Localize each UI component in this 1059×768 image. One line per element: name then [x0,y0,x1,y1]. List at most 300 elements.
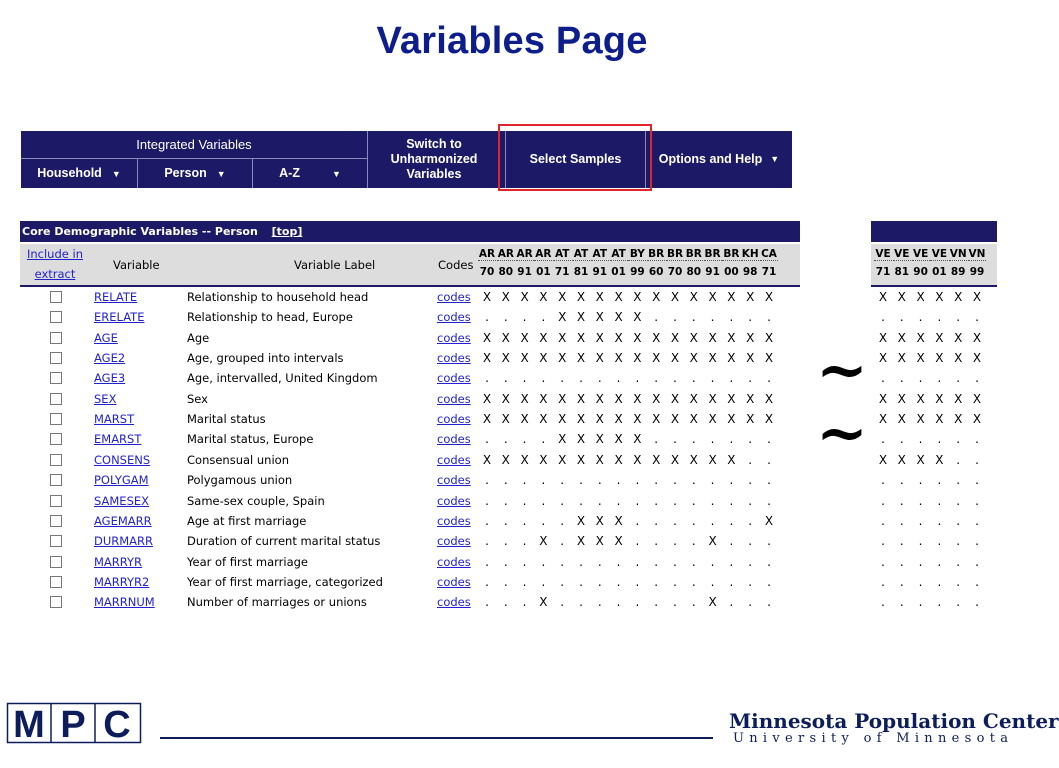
availability-mark: X [595,412,604,427]
availability-mark: X [501,290,510,304]
availability-mark: X [614,513,623,528]
unavailable-mark: . [579,554,583,569]
unavailable-mark: . [975,452,979,467]
sample-country-code: BR [704,248,721,260]
svg-text:C: C [103,704,131,746]
select-samples-label: Select Samples [529,152,622,166]
unavailable-mark: . [881,595,885,610]
unavailable-mark: . [975,513,979,528]
unavailable-mark: . [956,574,961,589]
variable-label: Age, intervalled, United Kingdom [187,371,378,386]
variable-label: Age [187,330,210,345]
include-checkbox[interactable] [50,332,62,344]
variable-label: Consensual union [187,452,289,467]
availability-mark: X [897,351,906,366]
unavailable-mark: . [673,513,677,528]
variable-name-cell [94,348,125,368]
sample-year-code: 00 [724,266,739,278]
unavailable-mark: . [729,493,734,508]
unavailable-mark: . [937,513,942,528]
a-z-dropdown-label: A-Z [279,166,300,180]
availability-mark: X [652,290,661,304]
unavailable-mark: . [691,493,696,508]
unavailable-mark: . [956,513,961,528]
availability-mark: X [633,432,642,447]
unavailable-mark: . [710,574,715,589]
variable-name-cell [94,307,144,327]
unavailable-mark: . [691,554,696,569]
codes-cell [437,389,471,409]
table-row [0,592,1024,612]
variable-label: Sex [187,391,208,406]
availability-mark: X [520,330,529,345]
availability-mark: X [764,351,774,366]
availability-mark: X [652,452,661,467]
codes-link[interactable]: codes [437,595,471,610]
include-checkbox[interactable] [50,535,62,547]
variable-link[interactable]: AGE2 [94,351,126,366]
unavailable-mark: . [541,310,546,325]
unavailable-mark: . [729,534,734,549]
unavailable-mark: . [767,473,771,488]
unavailable-mark: . [597,473,602,488]
availability-mark: X [501,351,510,366]
availability-mark: X [708,534,717,549]
variable-link[interactable]: AGE3 [94,371,126,386]
unavailable-mark: . [975,473,979,488]
variable-name-cell [94,470,149,490]
unavailable-mark: . [956,534,961,549]
include-checkbox[interactable] [50,433,62,445]
codes-link[interactable]: codes [437,290,471,304]
codes-link[interactable]: codes [437,452,471,467]
include-header-line1: Include in [26,247,83,261]
availability-mark: X [595,513,604,528]
sample-country-code: BR [666,248,684,260]
availability-mark: X [614,351,623,366]
availability-mark: X [954,391,963,406]
unavailable-mark: . [729,473,734,488]
unavailable-mark: . [579,473,583,488]
variable-link[interactable]: POLYGAM [94,473,149,488]
variable-name-cell [94,328,118,348]
availability-mark: X [595,330,604,345]
unavailable-mark: . [899,513,904,528]
unavailable-mark: . [616,595,621,610]
unavailable-mark: . [522,554,527,569]
unavailable-mark: . [956,493,961,508]
unavailable-mark: . [729,371,734,386]
unavailable-mark: . [635,554,640,569]
availability-mark: X [972,351,982,366]
unavailable-mark: . [956,595,961,610]
sample-year-code: 91 [517,266,532,278]
codes-cell [437,368,471,388]
unavailable-mark: . [485,493,489,508]
unavailable-mark: . [975,432,979,447]
unavailable-mark: . [956,473,961,488]
unavailable-mark: . [522,595,527,610]
unavailable-mark: . [654,513,659,528]
mpc-logo [7,703,141,746]
availability-mark: X [614,310,623,325]
unavailable-mark: . [710,554,715,569]
unavailable-mark: . [485,432,489,447]
availability-mark: X [501,391,510,406]
unavailable-mark: . [710,310,715,325]
availability-mark: X [708,595,717,610]
sample-country-code: BR [723,248,740,260]
unavailable-mark: . [918,554,923,569]
unavailable-mark: . [635,534,640,549]
availability-mark: X [539,452,548,467]
include-checkbox[interactable] [50,495,62,507]
unavailable-mark: . [485,595,489,610]
availability-mark: X [972,391,982,406]
availability-mark: X [576,330,586,345]
include-checkbox[interactable] [50,454,62,466]
sample-year-code: 91 [592,266,608,278]
codes-link[interactable]: codes [437,554,471,569]
sample-year-code: 89 [950,266,966,278]
unavailable-mark: . [729,310,734,325]
availability-mark: X [746,412,755,427]
variable-link[interactable]: EMARST [94,432,142,447]
unavailable-mark: . [937,310,942,325]
a-z-dropdown[interactable] [253,159,367,188]
codes-link[interactable]: codes [437,513,471,528]
household-dropdown-label: Household [37,166,102,180]
unavailable-mark: . [541,371,546,386]
availability-mark: X [727,351,736,366]
unavailable-mark: . [485,513,489,528]
unavailable-mark: . [503,554,508,569]
availability-mark: X [576,290,586,304]
unavailable-mark: . [503,595,508,610]
unavailable-mark: . [881,310,885,325]
variable-label: Marital status, Europe [187,432,314,447]
unavailable-mark: . [710,493,715,508]
sample-year-code: 98 [742,266,758,278]
availability-mark: X [576,391,586,406]
availability-mark: X [595,534,604,549]
codes-link[interactable]: codes [437,412,471,427]
unavailable-mark: . [485,534,489,549]
variable-label: Relationship to head, Europe [187,310,353,325]
unavailable-mark: . [899,534,904,549]
availability-mark: X [576,432,586,447]
availability-mark: X [501,412,510,427]
unavailable-mark: . [710,513,715,528]
variable-link[interactable]: DURMARR [94,534,154,549]
include-checkbox[interactable] [50,393,62,405]
include-checkbox[interactable] [50,372,62,384]
availability-mark: X [935,452,944,467]
availability-mark: X [708,412,717,427]
variable-link[interactable]: MARRNUM [94,595,155,610]
options-help-label: Options and Help [658,152,763,166]
variable-label: Polygamous union [187,473,293,488]
codes-link[interactable]: codes [437,574,471,589]
integrated-variables-title: Integrated Variables [21,131,367,159]
unavailable-mark: . [767,574,771,589]
unavailable-mark: . [899,371,904,386]
sample-year-code: 01 [611,266,626,278]
unavailable-mark: . [881,574,885,589]
availability-mark: X [708,330,717,345]
variable-link[interactable]: RELATE [94,290,138,304]
unavailable-mark: . [691,574,696,589]
unavailable-mark: . [654,595,659,610]
variable-link[interactable]: ERELATE [94,310,145,325]
codes-link[interactable]: codes [437,391,471,406]
include-checkbox[interactable] [50,413,62,425]
availability-mark: X [670,351,680,366]
unavailable-mark: . [541,574,546,589]
variable-column-header: Variable [113,258,160,272]
codes-link[interactable]: codes [437,371,471,386]
sample-year-code: 71 [875,266,891,278]
unavailable-mark: . [654,554,659,569]
sample-country-code: VN [949,248,967,260]
variables-nav-bar [21,131,792,188]
codes-link[interactable]: codes [437,432,471,447]
options-help-dropdown[interactable] [646,131,792,188]
variable-link[interactable]: SAMESEX [94,493,150,508]
page-title: Variables Page [376,20,648,62]
unavailable-mark: . [729,554,734,569]
availability-mark: X [576,412,586,427]
availability-mark: X [576,452,586,467]
unavailable-mark: . [918,595,923,610]
availability-mark: X [670,290,680,304]
variable-link[interactable]: MARRYR2 [94,574,150,589]
unavailable-mark: . [597,595,602,610]
availability-mark: X [539,595,548,610]
unavailable-mark: . [522,432,527,447]
availability-mark: X [935,391,944,406]
unavailable-mark: . [485,310,489,325]
include-header-line2: extract [34,267,76,281]
include-checkbox[interactable] [50,291,62,303]
availability-mark: X [727,412,736,427]
availability-mark: X [916,290,925,304]
include-checkbox[interactable] [50,576,62,588]
unavailable-mark: . [654,574,659,589]
top-link[interactable]: [top] [271,225,303,238]
unavailable-mark: . [541,473,546,488]
availability-mark: X [878,412,888,427]
codes-cell [437,450,471,470]
include-checkbox[interactable] [50,515,62,527]
svg-text:M: M [13,704,45,746]
table-row [0,531,1024,551]
codes-link[interactable]: codes [437,493,471,508]
variable-name-cell [94,552,142,572]
household-dropdown[interactable] [21,159,138,188]
unavailable-mark: . [579,493,583,508]
availability-mark: X [670,330,680,345]
unavailable-mark: . [937,493,942,508]
availability-mark: X [633,452,642,467]
include-in-extract-header[interactable] [20,244,90,285]
availability-mark: X [652,412,661,427]
unavailable-mark: . [729,513,734,528]
sample-country-code: VE [875,248,891,260]
codes-cell [437,348,471,368]
unavailable-mark: . [691,534,696,549]
caret-down-icon: ▼ [216,169,226,179]
availability-mark: X [935,330,944,345]
unavailable-mark: . [635,473,640,488]
variable-link[interactable]: AGE [94,330,118,345]
include-checkbox[interactable] [50,596,62,608]
unavailable-mark: . [881,493,885,508]
unavailable-mark: . [560,595,565,610]
codes-link[interactable]: codes [437,473,471,488]
unavailable-mark: . [975,493,979,508]
table-row [0,348,1024,368]
availability-mark: X [972,412,982,427]
availability-mark: X [746,330,755,345]
unavailable-mark: . [485,371,489,386]
availability-mark: X [539,412,548,427]
variable-name-cell [94,511,152,531]
unavailable-mark: . [975,554,979,569]
sample-year-code: 70 [667,266,683,278]
codes-link[interactable]: codes [437,534,471,549]
person-dropdown[interactable] [138,159,253,188]
codes-link[interactable]: codes [437,310,471,325]
availability-mark: X [972,330,982,345]
availability-mark: X [558,391,567,406]
availability-mark: X [878,391,888,406]
unavailable-mark: . [937,534,942,549]
sample-country-code: AT [611,248,626,260]
codes-link[interactable]: codes [437,330,471,345]
availability-mark: X [954,290,963,304]
availability-mark: X [954,330,963,345]
availability-mark: X [746,290,755,304]
availability-mark: X [614,290,623,304]
availability-mark: X [897,290,906,304]
table-row [0,470,1024,490]
availability-mark: X [916,452,925,467]
variable-link[interactable]: AGEMARR [94,513,152,528]
unavailable-mark: . [918,574,923,589]
codes-link[interactable]: codes [437,351,471,366]
availability-mark: X [689,290,698,304]
unavailable-mark: . [899,432,904,447]
variable-name-cell [94,368,125,388]
table-row [0,552,1024,572]
variable-label: Relationship to household head [187,290,369,304]
availability-mark: X [576,534,586,549]
availability-mark: X [595,351,604,366]
unavailable-mark: . [560,473,565,488]
availability-mark: X [764,391,774,406]
include-checkbox[interactable] [50,474,62,486]
include-checkbox[interactable] [50,352,62,364]
right-section-header-bar [871,221,997,242]
unavailable-mark: . [767,595,771,610]
unavailable-mark: . [616,493,621,508]
unavailable-mark: . [673,493,677,508]
switch-unharmonized-button[interactable] [368,131,500,188]
sample-country-code: VE [931,248,948,260]
availability-mark: X [539,534,548,549]
availability-mark: X [670,452,680,467]
unavailable-mark: . [597,371,602,386]
availability-mark: X [614,412,623,427]
variable-name-cell [94,592,155,612]
availability-mark: X [482,351,492,366]
include-checkbox[interactable] [50,311,62,323]
unavailable-mark: . [597,574,602,589]
codes-cell [437,409,471,429]
availability-mark: X [764,513,774,528]
availability-mark: X [764,330,774,345]
unavailable-mark: . [522,371,527,386]
sample-year-code: 60 [648,266,664,278]
sample-country-code: VE [894,248,910,260]
unavailable-mark: . [937,574,942,589]
variable-link[interactable]: MARRYR [94,554,143,569]
unavailable-mark: . [485,554,489,569]
codes-cell [437,470,471,490]
unavailable-mark: . [579,595,583,610]
availability-mark: X [689,412,698,427]
unavailable-mark: . [710,371,715,386]
availability-mark: X [633,310,642,325]
availability-mark: X [670,412,680,427]
availability-mark: X [595,391,604,406]
variable-label: Age at first marriage [187,513,307,528]
variable-name-cell [94,450,150,470]
unavailable-mark: . [691,371,696,386]
unavailable-mark: . [560,574,565,589]
unavailable-mark: . [522,493,527,508]
unavailable-mark: . [597,554,602,569]
variable-link[interactable]: MARST [94,412,135,427]
unavailable-mark: . [691,473,696,488]
availability-mark: X [558,351,567,366]
sample-year-code: 99 [630,266,645,278]
unavailable-mark: . [673,310,677,325]
variable-link[interactable]: SEX [94,391,117,406]
availability-mark: X [670,391,680,406]
codes-cell [437,592,471,612]
availability-mark: X [595,290,604,304]
unavailable-mark: . [748,513,753,528]
variable-name-cell [94,572,149,592]
section-title [20,221,426,242]
sample-country-code: AR [516,248,533,260]
select-samples-highlight [498,124,652,191]
unavailable-mark: . [748,473,753,488]
unavailable-mark: . [956,432,961,447]
unavailable-mark: . [975,310,979,325]
availability-mark: X [633,330,642,345]
unavailable-mark: . [881,534,885,549]
availability-mark: X [539,330,548,345]
availability-mark: X [558,452,567,467]
availability-mark: X [539,351,548,366]
variable-link[interactable]: CONSENS [94,452,151,467]
unavailable-mark: . [635,595,640,610]
unavailable-mark: . [503,310,508,325]
include-checkbox[interactable] [50,556,62,568]
